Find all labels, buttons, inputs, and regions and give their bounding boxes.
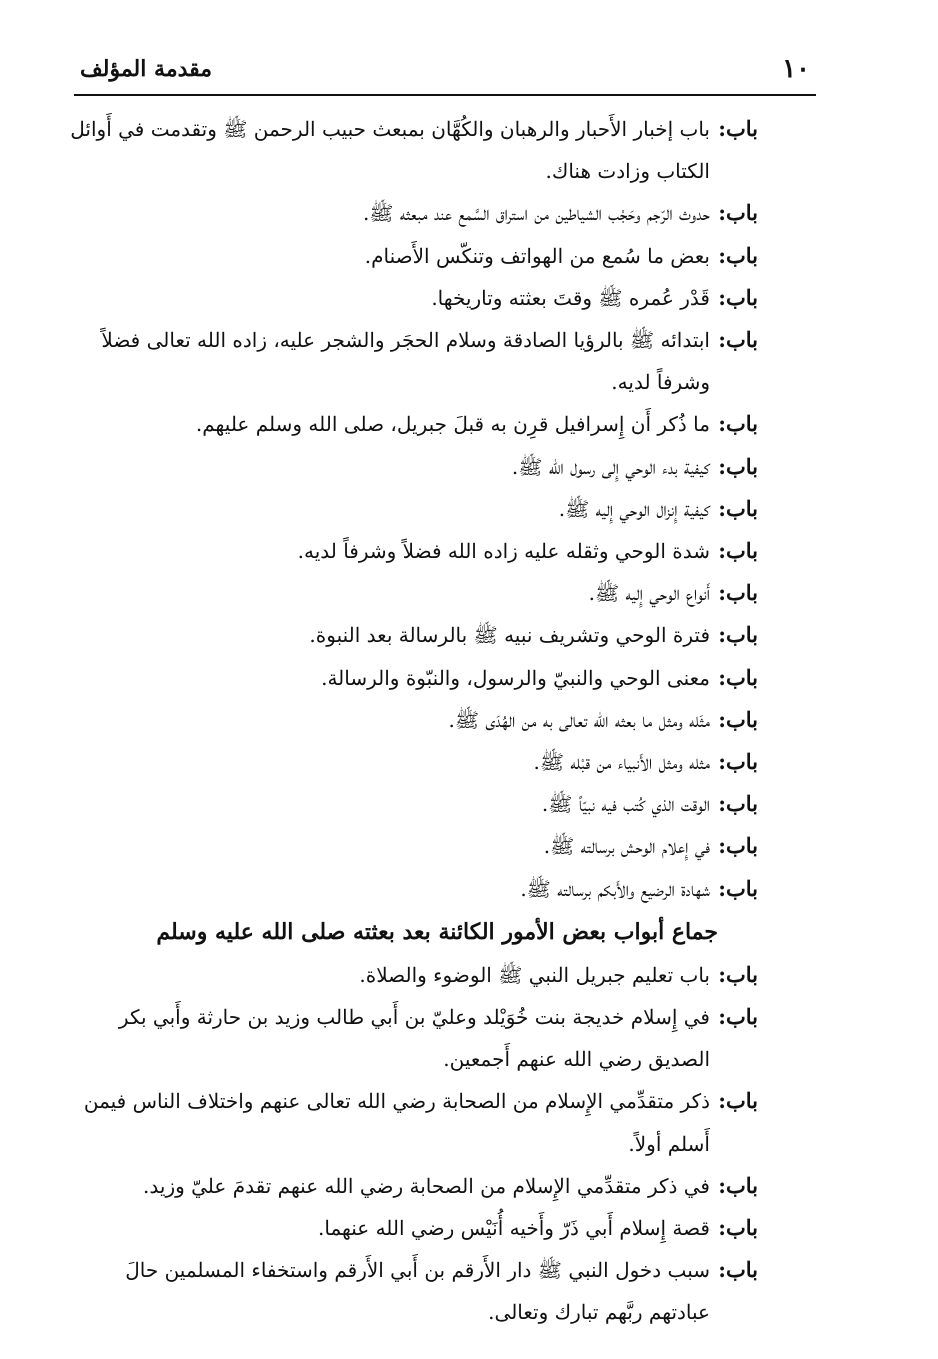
entry-label: باب:: [718, 1257, 758, 1283]
list-item: [64, 1165, 758, 1207]
entry-text: مثله ومثل الأَنبياء من قبْله ﷺ.: [533, 750, 710, 775]
entry-text: في إِسلام خديجة بنت خُوَيْلد وعليّ بن أَبي طالب وزيد بن حارثة وأَبي بكر الصديق رضي الله عنهم أَجمعين.: [118, 1005, 710, 1072]
entry-label: باب:: [718, 961, 758, 987]
list-item: [64, 235, 758, 277]
entry-label: باب:: [718, 495, 758, 521]
entry-text: ذكر متقدِّمي الإِسلام من الصحابة رضي الله تعالى عنهم واختلاف الناس فيمن أَسلم أولاً.: [83, 1089, 710, 1156]
list-item: [64, 108, 758, 192]
chapter-list: [64, 108, 758, 1334]
entry-label: باب:: [718, 284, 758, 310]
list-item: [64, 614, 758, 656]
list-item: [64, 277, 758, 319]
entry-label: باب:: [718, 538, 758, 564]
page-header: [74, 50, 816, 90]
entry-label: باب:: [718, 242, 758, 268]
entry-text: شدة الوحي وثقله عليه زاده الله فضلاً وشرفاً لديه.: [297, 539, 710, 564]
list-item: [64, 825, 758, 867]
entry-text: أَنواع الوحي إِليه ﷺ.: [588, 581, 710, 606]
list-item: [64, 699, 758, 741]
entry-text: قَدْر عُمره ﷺ وقتَ بعثته وتاريخها.: [431, 285, 710, 310]
entry-text: كيفية بدء الوحي إِلى رسول الله ﷺ.: [511, 454, 710, 479]
entry-text: معنى الوحي والنبيّ والرسول، والنبّوة والرسالة.: [321, 665, 710, 690]
list-item: [64, 783, 758, 825]
list-item: [64, 954, 758, 996]
entry-text: شهادة الرضيع والأَبكم برسالته ﷺ.: [520, 876, 710, 901]
entry-text: في إِعلام الوحش برسالته ﷺ.: [543, 834, 710, 859]
list-item: [64, 488, 758, 530]
entry-text: حدوث الرّجم وحَجْب الشياطين من استراق السَّمع عند مبعثه ﷺ.: [362, 201, 710, 226]
list-item: [64, 192, 758, 234]
list-item: [64, 657, 758, 699]
entry-text: ما ذُكر أَن إِسرافيل قرِن به قبلَ جبريل، صلى الله وسلم عليهم.: [195, 412, 710, 437]
entry-text: الوقت الذي كُتب فيه نبيّاً ﷺ.: [541, 792, 710, 817]
list-item: [64, 1080, 758, 1164]
entry-text: سبب دخول النبي ﷺ دار الأَرقم بن أَبي الأَرقم واستخفاء المسلمين حالَ عبادتهم ربَّهم تبارك وتعالى.: [125, 1258, 710, 1325]
list-item: [64, 1207, 758, 1249]
entry-label: باب:: [718, 1215, 758, 1241]
entry-text: باب إخبار الأَحبار والرهبان والكُهَّان بمبعث حبيب الرحمن ﷺ وتقدمت في أَوائل الكتاب وزادت هناك.: [70, 117, 710, 184]
entry-label: باب:: [718, 327, 758, 353]
header-rule: [74, 94, 816, 96]
entry-text: قصة إِسلام أَبي ذَرّ وأَخيه أُنَيْس رضي الله عنهما.: [318, 1216, 710, 1241]
entry-label: باب:: [718, 200, 758, 226]
entry-label: باب:: [718, 622, 758, 648]
entry-label: باب:: [718, 875, 758, 901]
list-item: [64, 741, 758, 783]
entry-label: باب:: [718, 453, 758, 479]
list-item: [64, 530, 758, 572]
list-item: [64, 319, 758, 403]
entry-label: باب:: [718, 411, 758, 437]
entry-label: باب:: [718, 706, 758, 732]
entry-text: كيفية إِنزال الوحي إِليه ﷺ.: [558, 496, 710, 521]
entry-label: باب:: [718, 116, 758, 141]
list-item: [64, 403, 758, 445]
entry-label: باب:: [718, 749, 758, 775]
running-title: مقدمة المؤلف: [80, 56, 213, 82]
section-heading: جماع أبواب بعض الأمور الكائنة بعد بعثته صلى الله عليه وسلم: [156, 918, 718, 945]
entry-label: باب:: [718, 1004, 758, 1030]
entry-label: باب:: [718, 791, 758, 817]
list-item: [64, 572, 758, 614]
entry-label: باب:: [718, 833, 758, 859]
entry-text: بعض ما سُمع من الهواتف وتنكّس الأَصنام.: [364, 243, 710, 268]
entry-label: باب:: [718, 664, 758, 690]
entry-label: باب:: [718, 580, 758, 606]
entry-text: في ذكر متقدِّمي الإِسلام من الصحابة رضي الله عنهم تقدمَ عليّ وزيد.: [143, 1173, 710, 1198]
entry-text: مثَله ومثل ما بعثه الله تعالى به من الهُدَى ﷺ.: [448, 707, 710, 732]
list-item: [64, 868, 758, 910]
entry-label: باب:: [718, 1088, 758, 1114]
entry-label: باب:: [718, 1172, 758, 1198]
entry-text: باب تعليم جبريل النبي ﷺ الوضوء والصلاة.: [359, 962, 710, 987]
list-item: [64, 996, 758, 1080]
page-number: ١٠: [782, 54, 810, 84]
list-item: [64, 1249, 758, 1333]
entry-text: ابتدائه ﷺ بالرؤيا الصادقة وسلام الحجَر والشجر عليه، زاده الله تعالى فضلاً وشرفاً لديه.: [101, 328, 710, 395]
list-item: [64, 446, 758, 488]
entry-text: فترة الوحي وتشريف نبيه ﷺ بالرسالة بعد النبوة.: [309, 623, 710, 648]
